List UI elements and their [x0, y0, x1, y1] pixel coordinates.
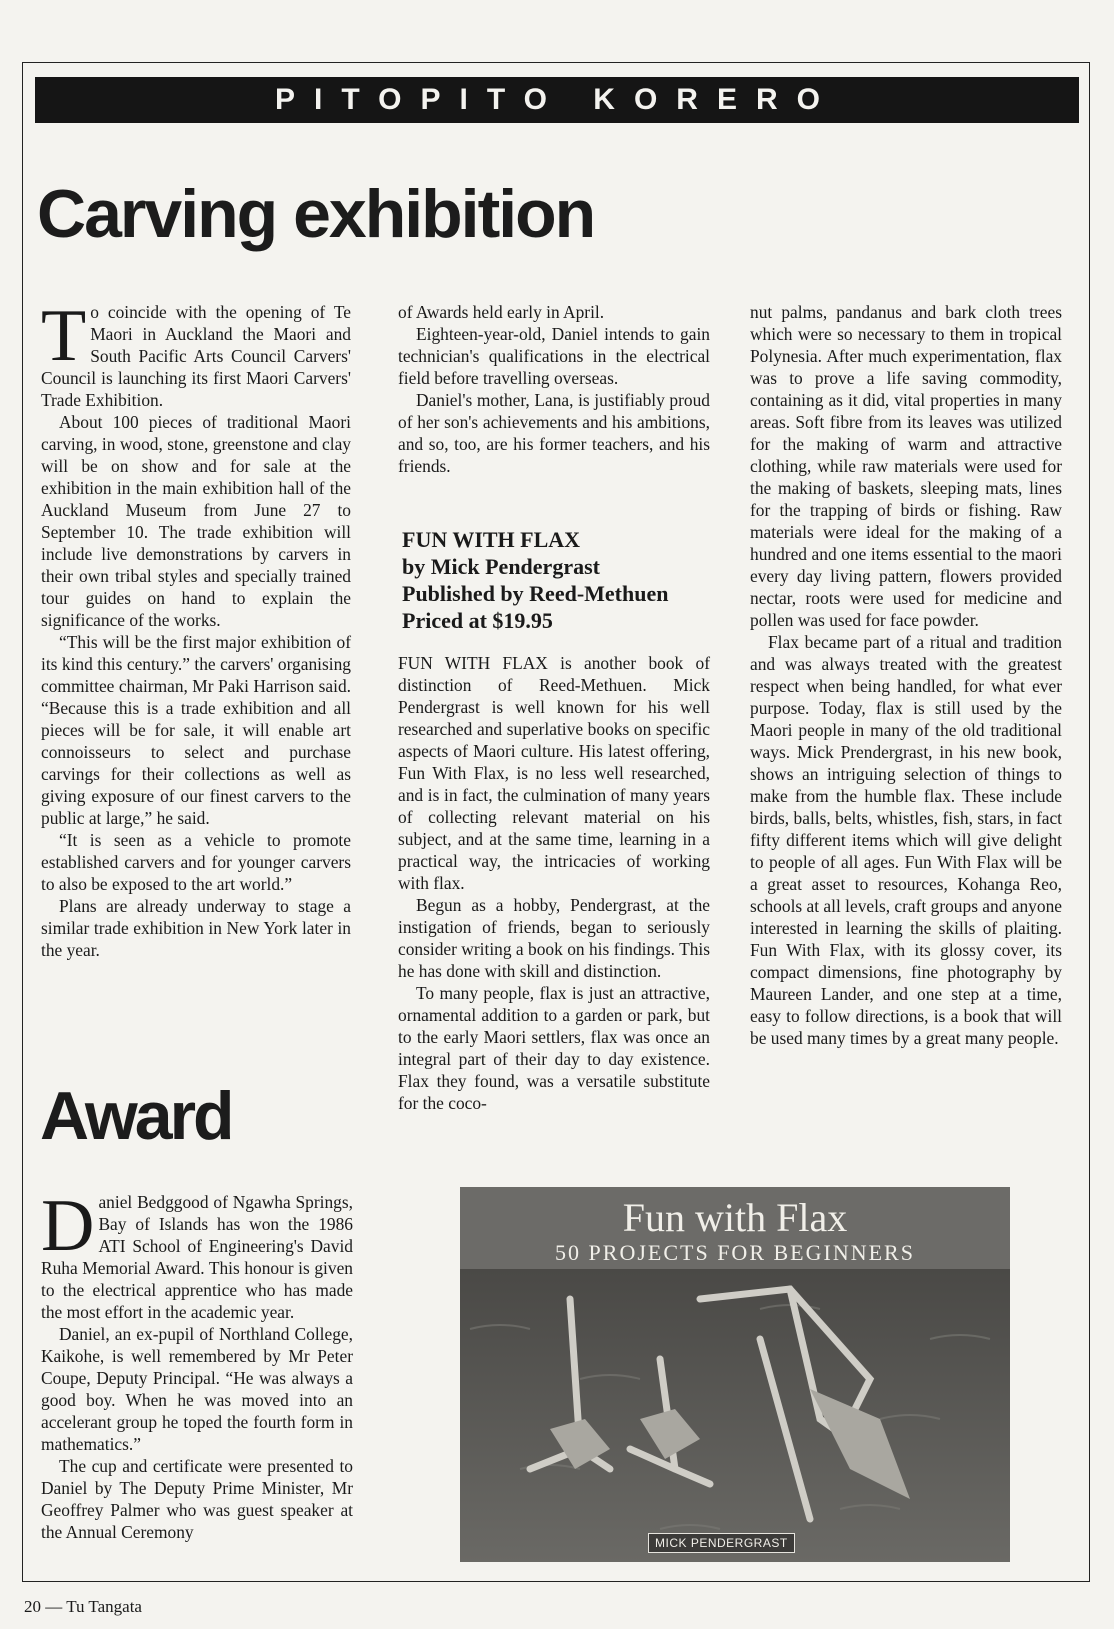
award-continued-2: Eighteen-year-old, Daniel intends to gain technician's qualifications in the electrical field before travelling overseas. — [398, 324, 710, 388]
headline-carving-exhibition: Carving exhibition — [37, 176, 595, 252]
award-continued-3: Daniel's mother, Lana, is justifiably proud of her son's achievements and his ambitions, and so, too, are his former teachers, and his friends. — [398, 390, 710, 476]
page-footer: 20 — Tu Tangata — [24, 1597, 142, 1616]
carving-paragraph-1: To coincide with the opening of Te Maori in Auckland the Maori and South Pacific Arts Council Carvers' Council is launching its first Maori Carvers' Trade Exhibition. — [41, 295, 351, 410]
carving-paragraph-2: About 100 pieces of traditional Maori carving, in wood, stone, greenstone and clay will be on show and for sale at the exhibition in the main exhibition hall of the Auckland Museum from June 27 to September 10. The trade exhibition will include live demonstrations by carvers in their own tribal styles and specially trained tour guides on hand to explain the significance of the works. — [41, 412, 351, 630]
section-banner: PITOPITO KORERO — [35, 77, 1079, 123]
dropcap-t: T — [41, 295, 87, 377]
flax-paragraph-5: Flax became part of a ritual and tradition and was always treated with the greatest respect when being handled, for what ever purpose. Today, flax is still used by the Maori people in many of the old traditional ways. Mick Prendergrast, in his new book, shows an intriguing selection of things to make from the humble flax. These include birds, balls, belts, whistles, fish, stars, in fact fifty different items which will give delight to people of all ages. Fun With Flax will be a great asset to resources, Kohanga Reo, schools at all levels, craft groups and anyone interested in learning the skills of plaiting. Fun With Flax, with its glossy cover, its compact dimensions, fine photography by Maureen Lander, and one step at a time, easy to follow directions, is a book that will be used many times by a great many people. — [750, 632, 1062, 1048]
award-continued-1: of Awards held early in April. — [398, 302, 605, 322]
headline-award: Award — [40, 1078, 232, 1154]
carving-paragraph-4: “It is seen as a vehicle to promote established carvers and for younger carvers to also be exposed to the art world.” — [41, 830, 351, 894]
flax-weaving-photo — [460, 1269, 1010, 1562]
review-title: FUN WITH FLAX — [402, 527, 581, 552]
award-paragraph-3: The cup and certificate were presented to Daniel by The Deputy Prime Minister, Mr Geoffrey Palmer who was guest speaker at the Annual Ceremony — [41, 1456, 353, 1542]
review-price: Priced at $19.95 — [402, 608, 553, 633]
award-paragraph-2: Daniel, an ex-pupil of Northland College, Kaikohe, is well remembered by Mr Peter Coupe, Deputy Principal. “He was always a good boy. When he was moved into an accelerant group he toped the fourth form in mathematics.” — [41, 1324, 353, 1454]
review-heading — [402, 526, 722, 634]
flax-paragraph-3: To many people, flax is just an attractive, ornamental addition to a garden or park, but to the early Maori settlers, flax was once an integral part of their day to day existence. Flax they found, was a versatile substitute for the coco- — [398, 983, 710, 1113]
review-author: by Mick Pendergrast — [402, 554, 600, 579]
review-publisher: Published by Reed-Methuen — [402, 581, 669, 606]
carving-paragraph-5: Plans are already underway to stage a similar trade exhibition in New York later in the year. — [41, 896, 351, 960]
dropcap-d: D — [41, 1185, 95, 1267]
book-cover-title: Fun with Flax — [622, 1195, 848, 1240]
award-paragraph-1: Daniel Bedggood of Ngawha Springs, Bay of Islands has won the 1986 ATI School of Engineering's David Ruha Memorial Award. This honour is given to the electrical apprentice who has made the most effort in the academic year. — [41, 1185, 353, 1322]
book-cover-subtitle: 50 PROJECTS FOR BEGINNERS — [555, 1240, 915, 1265]
article-award-body — [41, 1185, 353, 1543]
book-cover-image — [460, 1187, 1010, 1562]
flax-paragraph-1: FUN WITH FLAX is another book of distinction of Reed-Methuen. Mick Pendergrast is well known for his well researched and superlative books on specific aspects of Maori culture. His latest offering, Fun With Flax, is no less well researched, and is in fact, the culmination of many years of collecting relevant material on his subject, and at the same time, learning in a practical way, the intricacies of working with flax. — [398, 653, 710, 893]
book-cover-author: MICK PENDERGRAST — [648, 1533, 795, 1553]
article-carving-body — [41, 295, 351, 961]
article-flax-body-col2 — [398, 652, 710, 1114]
flax-paragraph-4: nut palms, pandanus and bark cloth trees which were so necessary to them in tropical Polynesia. After much experimentation, flax was to prove a life saving commodity, containing as it did, vital properties in many areas. Soft fibre from its leaves was utilized for the making of warm and attractive clothing, while raw materials were used for the making of baskets, sleeping mats, lines for the trapping of birds or fishing. Raw materials were ideal for the making of a hundred and one items essential to the maori every day living pattern, flowers provided nectar, roots were used for medicine and pollen was used for face powder. — [750, 302, 1062, 630]
article-flax-body-col3 — [750, 301, 1062, 1049]
carving-paragraph-3: “This will be the first major exhibition of its kind this century.” the carvers' organising committee chairman, Mr Paki Harrison said. “Because this is a trade exhibition and all pieces will be for sale, it will enable art connoisseurs to select and purchase carvings for their collections as well as giving exposure of our finest carvers to the public at large,” he said. — [41, 632, 351, 828]
book-cover-titleband — [460, 1187, 1010, 1269]
flax-paragraph-2: Begun as a hobby, Pendergrast, at the instigation of friends, began to seriously consider writing a book on his findings. This he has done with skill and distinction. — [398, 895, 710, 981]
article-award-continued — [398, 301, 710, 477]
